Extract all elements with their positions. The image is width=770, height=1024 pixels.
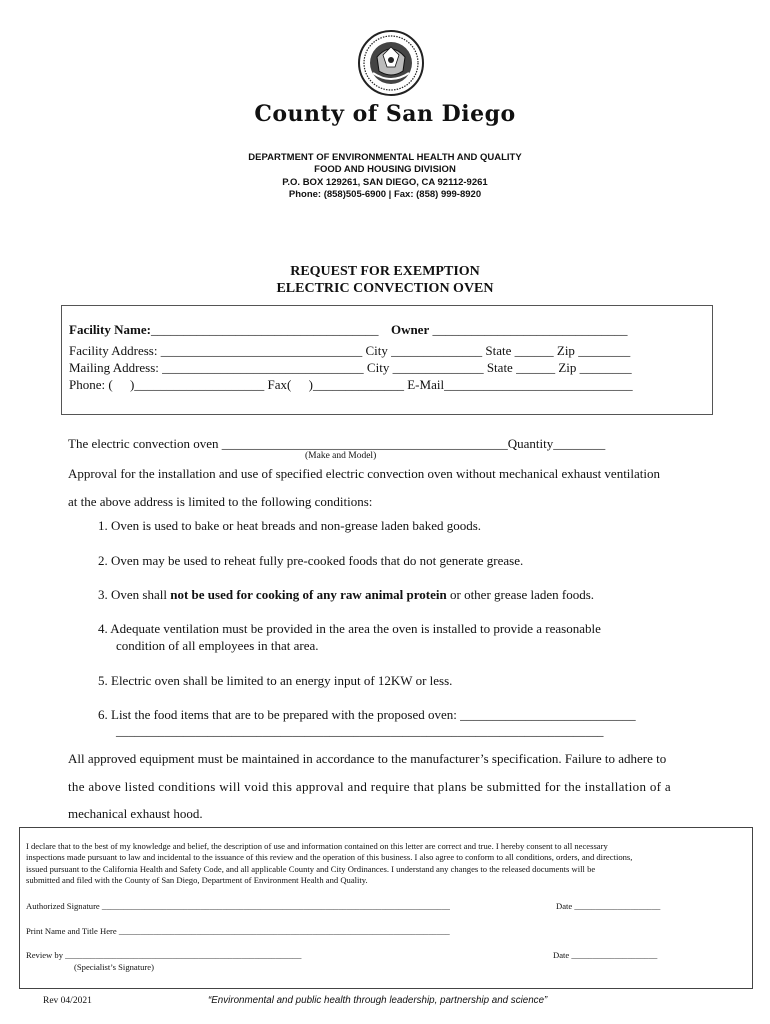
mailing-city-label: City <box>366 360 390 375</box>
print-name-field[interactable]: Print Name and Title Here _____________________________________________________________________________ <box>26 926 450 936</box>
food-items-field[interactable]: ________________________________________________________________________________ <box>116 724 604 738</box>
mailing-city-field[interactable]: ______________ <box>392 360 484 375</box>
date-field-1[interactable]: Date ____________________ <box>556 901 661 911</box>
condition-4: 4. Adequate ventilation must be provided in the area the oven is installed to provide a reasonable <box>98 621 601 636</box>
owner-field[interactable]: ______________________________ <box>432 322 628 337</box>
condition-5: 5. Electric oven shall be limited to an energy input of 12KW or less. <box>98 673 453 688</box>
oven-row <box>68 436 605 452</box>
declaration-box-left-border <box>19 827 20 989</box>
review-by-field[interactable]: Review by _______________________________________________________ <box>26 950 302 960</box>
state-field[interactable]: ______ <box>514 343 554 358</box>
condition-1: 1. Oven is used to bake or heat breads and non-grease laden baked goods. <box>98 518 482 533</box>
mailing-address-field[interactable]: _______________________________ <box>162 360 364 375</box>
phone-field[interactable]: )____________________ <box>129 377 265 392</box>
dept-line: Phone: (858)505-6900 | Fax: (858) 999-8920 <box>288 188 482 200</box>
make-model-field[interactable]: ____________________________________________ <box>221 436 508 451</box>
facility-info-box <box>61 305 713 415</box>
fax-field[interactable]: )______________ <box>308 377 404 392</box>
condition-3-emphasis: not be used for cooking of any raw animal protein <box>170 587 447 602</box>
mailing-zip-field[interactable]: ________ <box>579 360 632 375</box>
quantity-label: Quantity <box>507 436 554 451</box>
maintenance-line-3: mechanical exhaust hood. <box>68 806 203 821</box>
maintenance-line-2: the above listed conditions will void this approval and require that plans be submitted for the installation of a <box>68 779 671 794</box>
facility-address-label: Facility Address: <box>69 343 158 358</box>
quantity-field[interactable]: ________ <box>553 436 606 451</box>
declaration-line-3: issued pursuant to the California Health and Safety Code, and all applicable County and City Ordinances. I understand any changes to the released documents will be <box>26 864 596 874</box>
approval-line-2: at the above address is limited to the following conditions: <box>68 494 373 509</box>
facility-name-row <box>69 322 627 338</box>
revision-label: Rev 04/2021 <box>43 996 92 1006</box>
document-title <box>0 263 770 297</box>
title-line-1: REQUEST FOR EXEMPTION <box>290 264 480 279</box>
zip-label: Zip <box>556 343 575 358</box>
city-field[interactable]: ______________ <box>391 343 483 358</box>
city-label: City <box>365 343 388 358</box>
make-model-caption: (Make and Model) <box>305 451 377 461</box>
owner-label: Owner <box>390 322 430 337</box>
mailing-state-field[interactable]: ______ <box>516 360 556 375</box>
phone-label: Phone: ( <box>69 377 113 392</box>
county-title: County of San Diego <box>254 101 516 127</box>
authorized-signature-field[interactable]: Authorized Signature _________________________________________________________________________________ <box>26 901 450 911</box>
fax-label: Fax( <box>267 377 292 392</box>
state-label: State <box>485 343 512 358</box>
approval-line-1: Approval for the installation and use of specified electric convection oven without mechanical exhaust ventilation <box>68 466 661 481</box>
condition-4-cont: condition of all employees in that area. <box>116 638 319 653</box>
title-line-2: ELECTRIC CONVECTION OVEN <box>276 281 494 296</box>
condition-3-end: or other grease laden foods. <box>446 587 595 602</box>
declaration-line-2: inspections made pursuant to law and incidental to the issuance of this review and the operation of this business. I also agree to conform to all conditions, orders, and directions, <box>26 852 633 862</box>
contact-row <box>69 377 633 393</box>
email-label: E-Mail <box>407 377 445 392</box>
declaration-line-1: I declare that to the best of my knowledge and belief, the description of use and information contained on this letter are correct and true. I hereby consent to all necessary <box>26 841 608 851</box>
declaration-line-4: submitted and filed with the County of San Diego, Department of Environment Health and Quality. <box>26 875 368 885</box>
specialist-signature-caption: (Specialist’s Signature) <box>74 962 154 972</box>
condition-3 <box>98 587 594 603</box>
county-seal-icon <box>357 27 425 99</box>
facility-address-field[interactable]: _______________________________ <box>160 343 363 358</box>
mailing-state-label: State <box>486 360 513 375</box>
oven-lead-text: The electric convection oven <box>68 436 219 451</box>
dept-line: FOOD AND HOUSING DIVISION <box>314 164 456 176</box>
condition-3-start: 3. Oven shall <box>98 587 171 602</box>
date-field-2[interactable]: Date ____________________ <box>553 950 658 960</box>
dept-line: P.O. BOX 129261, SAN DIEGO, CA 92112-9261 <box>282 176 488 188</box>
dept-line: DEPARTMENT OF ENVIRONMENTAL HEALTH AND QUALITY <box>248 152 522 163</box>
maintenance-line-1: All approved equipment must be maintained in accordance to the manufacturer’s specification. Failure to adhere to <box>68 751 667 766</box>
department-block <box>0 152 770 201</box>
condition-6[interactable]: 6. List the food items that are to be prepared with the proposed oven: ___________________________ <box>98 707 636 722</box>
zip-field[interactable]: ________ <box>578 343 631 358</box>
mailing-address-label: Mailing Address: <box>69 360 159 375</box>
email-field[interactable]: _____________________________ <box>444 377 633 392</box>
mailing-zip-label: Zip <box>558 360 577 375</box>
mailing-address-row <box>69 360 632 376</box>
facility-name-field[interactable]: ___________________________________ <box>150 322 379 337</box>
facility-address-row <box>69 343 630 359</box>
footer-motto: “Environmental and public health through leadership, partnership and science” <box>208 995 548 1006</box>
facility-name-label: Facility Name: <box>69 322 151 337</box>
condition-2: 2. Oven may be used to reheat fully pre-cooked foods that do not generate grease. <box>98 553 524 568</box>
